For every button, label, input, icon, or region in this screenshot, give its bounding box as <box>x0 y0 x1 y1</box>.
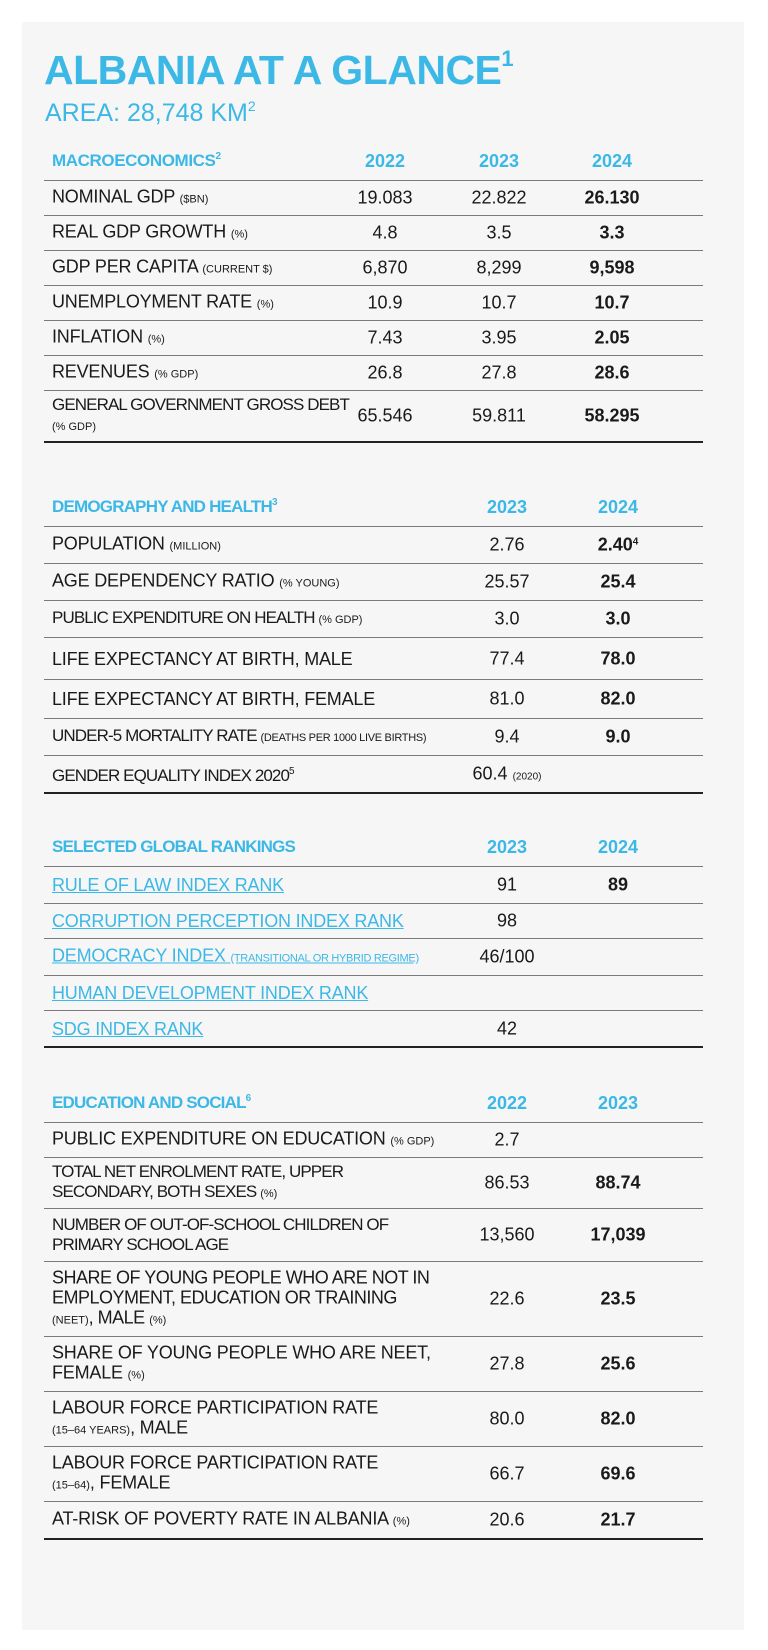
macroeconomics-section <box>44 144 703 443</box>
section-header: MACROECONOMICS$^2$ 2022 2023 2024 <box>44 144 703 181</box>
table-row: UNEMPLOYMENT RATE (%) 10.9 10.7 10.7 <box>44 286 703 321</box>
table-row: GENERAL GOVERNMENT GROSS DEBT (% GDP) 65.546 59.811 58.295 <box>44 391 703 443</box>
table-row: AT-RISK OF POVERTY RATE IN ALBANIA (%) 20.6 21.7 <box>44 1502 703 1540</box>
democracy-index-link[interactable]: DEMOCRACY INDEX (TRANSITIONAL OR HYBRID REGIME) <box>52 945 419 966</box>
table-row: POPULATION (MILLION) 2.76 2.40$^4$ <box>44 527 703 564</box>
table-row: DEMOCRACY INDEX (TRANSITIONAL OR HYBRID REGIME) 46/100 <box>44 939 703 976</box>
table-row: LIFE EXPECTANCY AT BIRTH, MALE 77.4 78.0 <box>44 638 703 680</box>
table-row: REVENUES (% GDP) 26.8 27.8 28.6 <box>44 356 703 391</box>
table-row: GENDER EQUALITY INDEX 2020$^5$ 60.4 (2020) <box>44 756 703 794</box>
table-row: LABOUR FORCE PARTICIPATION RATE (15–64 YEARS), MALE 80.0 82.0 <box>44 1392 703 1447</box>
table-row <box>44 976 703 1011</box>
global-rankings-section <box>44 830 703 1048</box>
table-row: LABOUR FORCE PARTICIPATION RATE (15–64), FEMALE 66.7 69.6 <box>44 1447 703 1502</box>
education-social-section <box>44 1086 703 1540</box>
table-row: NOMINAL GDP ($BN) 19.083 22.822 26.130 <box>44 181 703 216</box>
corruption-index-link[interactable]: CORRUPTION PERCEPTION INDEX RANK <box>52 911 404 931</box>
section-header: DEMOGRAPHY AND HEALTH$^3$ 2023 2024 <box>44 490 703 527</box>
table-row: NUMBER OF OUT-OF-SCHOOL CHILDREN OF PRIMARY SCHOOL AGE 13,560 17,039 <box>44 1209 703 1262</box>
table-row: CORRUPTION PERCEPTION INDEX RANK 98 <box>44 904 703 939</box>
section-header: SELECTED GLOBAL RANKINGS 2023 2024 <box>44 830 703 867</box>
table-row: INFLATION (%) 7.43 3.95 2.05 <box>44 321 703 356</box>
human-development-index-link[interactable]: HUMAN DEVELOPMENT INDEX RANK <box>52 983 369 1003</box>
table-row: RULE OF LAW INDEX RANK 91 89 <box>44 867 703 904</box>
table-row: SHARE OF YOUNG PEOPLE WHO ARE NOT IN EMPLOYMENT, EDUCATION OR TRAINING (NEET), MALE (%) 22.6 23.5 <box>44 1262 703 1337</box>
table-row: PUBLIC EXPENDITURE ON HEALTH (% GDP) 3.0 3.0 <box>44 601 703 638</box>
table-row: SDG INDEX RANK 42 <box>44 1011 703 1048</box>
area-subtitle: AREA: 28,748 $KM^2$ <box>45 98 256 127</box>
table-row: TOTAL NET ENROLMENT RATE, UPPER SECONDARY, BOTH SEXES (%) 86.53 88.74 <box>44 1158 703 1209</box>
section-header: EDUCATION AND SOCIAL$^6$ 2022 2023 <box>44 1086 703 1123</box>
table-row: UNDER-5 MORTALITY RATE (DEATHS PER 1000 LIVE BIRTHS) 9.4 9.0 <box>44 719 703 756</box>
table-row: GDP PER CAPITA (CURRENT $) 6,870 8,299 9,598 <box>44 251 703 286</box>
rule-of-law-link[interactable]: RULE OF LAW INDEX RANK <box>52 875 284 895</box>
page-title: ALBANIA AT A GLANCE$^1$ <box>44 46 514 93</box>
table-row: AGE DEPENDENCY RATIO (% YOUNG) 25.57 25.4 <box>44 564 703 601</box>
table-row: REAL GDP GROWTH (%) 4.8 3.5 3.3 <box>44 216 703 251</box>
sdg-index-link[interactable]: SDG INDEX RANK <box>52 1018 204 1039</box>
table-row: SHARE OF YOUNG PEOPLE WHO ARE NEET, FEMALE (%) 27.8 25.6 <box>44 1337 703 1392</box>
demography-health-section <box>44 490 703 794</box>
table-row: PUBLIC EXPENDITURE ON EDUCATION (% GDP) 2.7 <box>44 1123 703 1158</box>
table-row: LIFE EXPECTANCY AT BIRTH, FEMALE 81.0 82.0 <box>44 680 703 719</box>
